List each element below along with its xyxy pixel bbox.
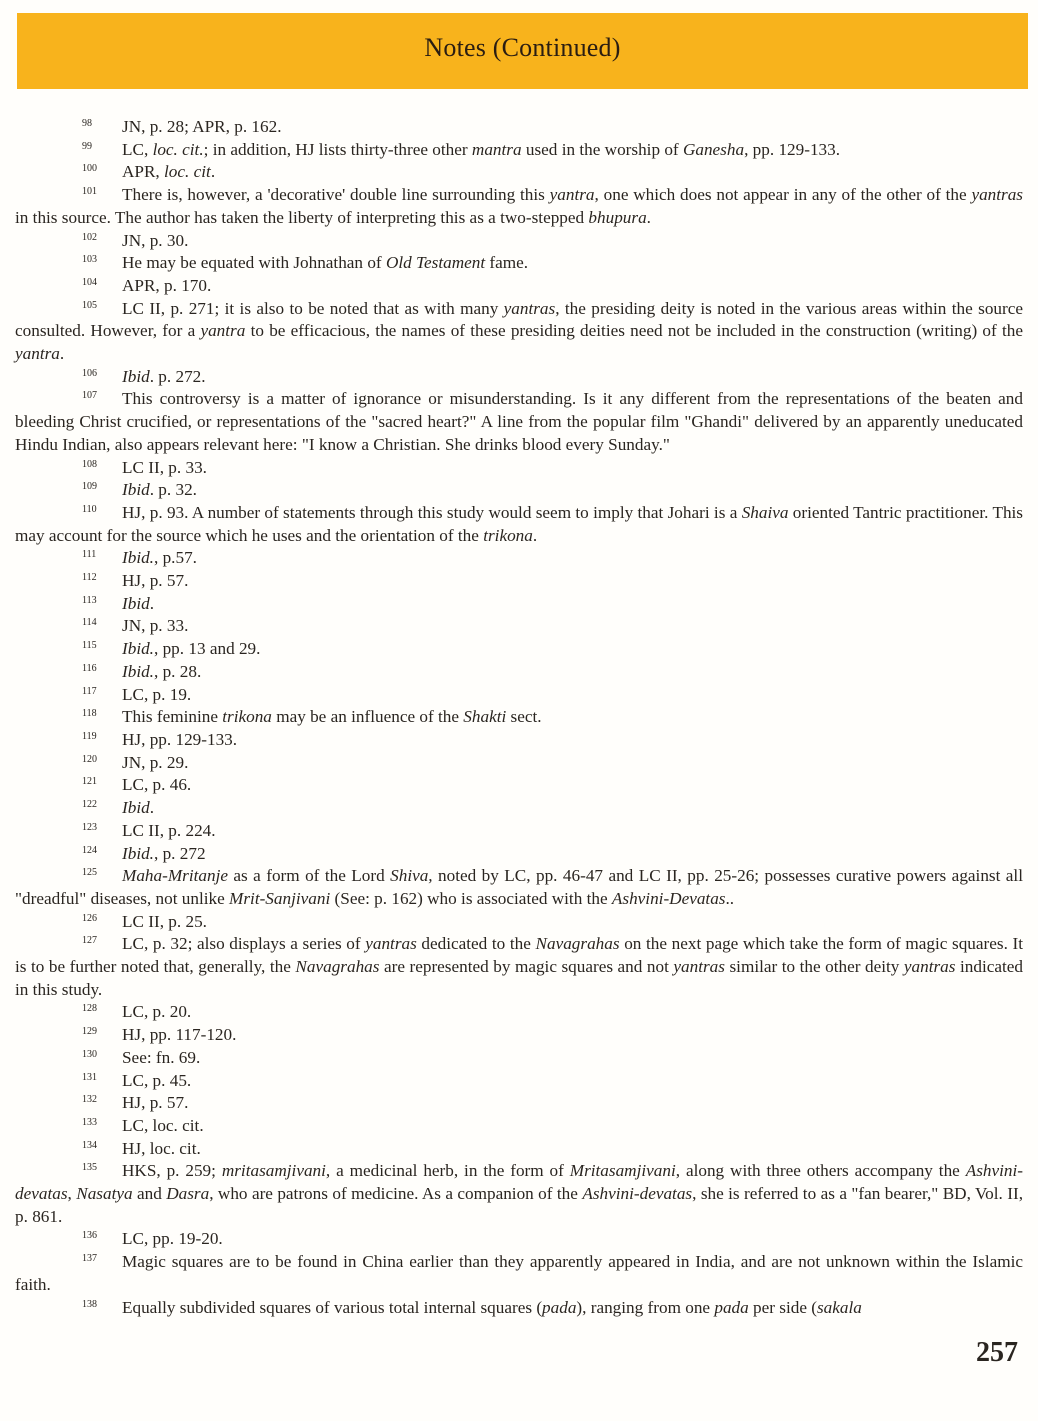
footnote-italic-text: mritasamjivani: [221, 1161, 326, 1181]
footnote: [15, 1160, 1023, 1228]
footnote-text: indicated in this study.: [15, 957, 1023, 999]
footnote-text: ,: [67, 1184, 77, 1204]
footnote: [15, 1115, 1023, 1138]
footnote-italic-text: Shaiva: [741, 502, 789, 522]
footnote-text: HJ, pp. 129-133.: [122, 729, 238, 749]
footnote: [15, 1001, 1023, 1024]
footnote: [15, 797, 1023, 820]
footnote-italic-text: Shiva,: [390, 866, 433, 886]
footnote: [15, 502, 1023, 547]
footnote-text: on the next page which take the form of magic squares. It is to be further noted that, generally, the: [15, 934, 1023, 977]
footnote-text: , p. 28.: [153, 661, 202, 681]
footnote-italic-text: bhupura: [588, 207, 647, 227]
footnote-text: LC, p. 46.: [122, 775, 192, 795]
footnote-italic-text: Mrit-Sanjivani: [229, 888, 331, 908]
footnote-number: 115: [82, 640, 97, 652]
notes-list: [15, 116, 1023, 1319]
footnote-italic-text: sakala: [816, 1297, 862, 1317]
footnote: [15, 1070, 1023, 1093]
footnote-text: .: [210, 162, 216, 182]
footnote-text: HKS, p. 259;: [122, 1161, 222, 1181]
footnote-text: JN, p. 33.: [122, 616, 189, 636]
footnote-italic-text: trikona: [222, 707, 272, 727]
footnote-italic-text: yantras: [673, 957, 725, 977]
footnote: [15, 729, 1023, 752]
footnote-text: HJ, loc. cit.: [122, 1138, 201, 1158]
footnote-italic-text: Ashvini-devatas: [582, 1184, 693, 1204]
footnote-number: 123: [82, 821, 97, 833]
footnote-italic-text: Ibid: [122, 366, 150, 386]
page-number: 257: [976, 1337, 1018, 1369]
footnote: [15, 911, 1023, 934]
footnote-italic-text: pada: [714, 1297, 749, 1317]
footnote-italic-text: Ibid.: [122, 639, 154, 659]
footnote-number: 125: [82, 867, 97, 879]
footnote: [15, 661, 1023, 684]
footnote-text: .: [149, 593, 154, 613]
footnote-number: 130: [82, 1048, 97, 1060]
page-footer: [0, 1337, 1018, 1379]
footnote: [15, 1251, 1023, 1296]
footnote-italic-text: yantras: [971, 185, 1023, 205]
footnote-text: .: [646, 207, 651, 227]
footnote-text: , she is referred to as a "fan bearer," BD, Vol. II, p. 861.: [15, 1184, 1024, 1226]
footnote: [15, 1047, 1023, 1070]
footnote-italic-text: Ibid.: [122, 661, 154, 681]
footnote-text: may be an influence of the: [271, 707, 464, 727]
footnote: [15, 230, 1023, 253]
footnote: [15, 752, 1023, 775]
footnote-number: 138: [82, 1298, 97, 1310]
footnote-number: 100: [82, 163, 97, 175]
footnote-number: 127: [82, 935, 97, 947]
footnote-number: 99: [82, 140, 92, 152]
footnote-number: 105: [82, 299, 97, 311]
footnote-number: 110: [82, 503, 97, 515]
footnote-text: LC, p. 20.: [122, 1002, 192, 1022]
footnote-number: 103: [82, 254, 97, 266]
footnote-text: , p. 272: [153, 843, 206, 863]
footnote-italic-text: loc. cit.: [152, 139, 204, 159]
footnote-italic-text: Old Testament: [385, 253, 486, 273]
footnote-text: as a form of the Lord: [227, 866, 391, 886]
footnote-text: to be efficacious, the names of these presiding deities need not be included in the construction (writing) of the: [245, 321, 1023, 341]
footnote: [15, 933, 1023, 1001]
footnote-text: Equally subdivided squares of various total internal squares (: [122, 1297, 543, 1317]
footnote-number: 102: [82, 231, 97, 243]
footnote-text: .: [149, 798, 154, 818]
footnote-text: .: [59, 344, 65, 364]
footnote: [15, 252, 1023, 275]
footnote-number: 131: [82, 1071, 97, 1083]
footnote-text: , one which does not appear in any of the other of the: [594, 185, 972, 205]
page-title: Notes (Continued): [424, 33, 621, 62]
footnote-text: HJ, p. 57.: [122, 1093, 189, 1113]
footnote-text: JN, p. 29.: [122, 752, 189, 772]
footnote: [15, 275, 1023, 298]
footnote-text: LC II, p. 33.: [122, 457, 207, 477]
footnote-text: This controversy is a matter of ignorance or misunderstanding. Is it any different from the representations of the beaten and bleeding Christ crucified, or representations of the "sacred heart?" A line from the popular film "Ghandi" delivered by an apparently uneducated Hindu Indian, also appears relevant here: "I know a Christian. She drinks blood every Sunday.": [15, 389, 1023, 454]
header-banner: [17, 13, 1028, 89]
footnote: [15, 457, 1023, 480]
footnote-text: LC, loc. cit.: [122, 1115, 204, 1135]
footnote-text: ..: [725, 888, 735, 908]
footnote-number: 112: [82, 572, 97, 584]
footnote-number: 119: [82, 730, 97, 742]
footnote-text: See: fn. 69.: [122, 1047, 201, 1067]
footnote-text: are represented by magic squares and not: [379, 957, 674, 977]
footnote-text: JN, p. 28; APR, p. 162.: [122, 117, 282, 136]
footnote: [15, 843, 1023, 866]
footnote: [15, 184, 1023, 229]
footnote-number: 122: [82, 799, 97, 811]
footnote-text: LC,: [122, 139, 153, 159]
footnote-italic-text: Mritasamjivani: [569, 1161, 676, 1181]
footnote-number: 121: [82, 776, 97, 788]
footnote: [15, 116, 1023, 139]
footnote-text: He may be equated with Johnathan of: [122, 253, 386, 273]
footnote-number: 113: [82, 594, 97, 606]
footnote-text: . p. 32.: [149, 480, 197, 500]
footnote: [15, 139, 1023, 162]
footnote-italic-text: Dasra: [166, 1184, 210, 1204]
footnote-number: 109: [82, 481, 97, 493]
footnote-italic-text: Nasatya: [76, 1184, 133, 1204]
footnote-text: LC, p. 32; also displays a series of: [122, 934, 366, 954]
footnote: [15, 820, 1023, 843]
footnote-italic-text: Ibid: [122, 480, 150, 500]
footnote-number: 107: [82, 390, 97, 402]
footnote-number: 117: [82, 685, 97, 697]
footnote: [15, 774, 1023, 797]
footnote-text: LC II, p. 271; it is also to be noted that as with many: [122, 298, 504, 318]
footnote-text: HJ, p. 93. A number of statements through this study would seem to imply that Johari is a: [122, 502, 742, 522]
footnote-italic-text: Ashvini-Devatas: [611, 888, 726, 908]
footnote-number: 126: [82, 912, 97, 924]
footnote-italic-text: Ibid.: [122, 843, 154, 863]
footnote-text: , the presiding deity is noted in the various areas within the source consulted. However, for a: [15, 298, 1023, 341]
footnote-text: , p.57.: [153, 548, 197, 568]
footnote-number: 108: [82, 458, 97, 470]
footnote-number: 116: [82, 662, 97, 674]
footnote-italic-text: Navagrahas: [535, 934, 620, 954]
footnote: [15, 570, 1023, 593]
footnote-italic-text: yantra: [549, 185, 595, 205]
footnote-text: Magic squares are to be found in China earlier than they apparently appeared in India, and are not unknown within the Islamic faith.: [15, 1252, 1023, 1294]
footnote: [15, 593, 1023, 616]
footnote: [15, 1297, 1023, 1320]
footnote: [15, 706, 1023, 729]
footnote: [15, 388, 1023, 456]
footnote-text: , along with three others accompany the: [675, 1161, 966, 1181]
footnote: [15, 547, 1023, 570]
footnote: [15, 1228, 1023, 1251]
footnote-text: (See: p. 162) who is associated with the: [330, 888, 612, 908]
footnote-text: used in the worship of: [521, 139, 683, 159]
footnote-number: 114: [82, 617, 97, 629]
footnote-text: ; in addition, HJ lists thirty-three other: [203, 139, 472, 159]
footnote: [15, 1138, 1023, 1161]
footnote-italic-text: yantras: [503, 298, 556, 318]
footnote: [15, 479, 1023, 502]
footnote-text: . p. 272.: [149, 366, 206, 386]
footnote: [15, 684, 1023, 707]
footnote-number: 98: [82, 118, 92, 129]
footnote-italic-text: yantra: [200, 321, 246, 341]
footnote-number: 124: [82, 844, 97, 856]
footnote-text: LC II, p. 224.: [122, 820, 216, 840]
footnote-text: , pp. 129-133.: [744, 139, 841, 159]
footnote: [15, 615, 1023, 638]
footnote-text: fame.: [485, 253, 529, 273]
footnote-number: 120: [82, 753, 97, 765]
footnote-text: There is, however, a 'decorative' double line surrounding this: [122, 185, 550, 205]
footnote-text: LC II, p. 25.: [122, 911, 207, 931]
footnote-text: LC, p. 19.: [122, 684, 192, 704]
footnote-text: LC, p. 45.: [122, 1070, 192, 1090]
footnote-text: ), ranging from one: [576, 1297, 715, 1317]
footnote-number: 104: [82, 276, 97, 288]
footnote: [15, 1024, 1023, 1047]
footnote: [15, 638, 1023, 661]
footnote-italic-text: loc. cit: [164, 162, 211, 182]
footnote-italic-text: yantras: [365, 934, 417, 954]
footnote-text: APR,: [122, 162, 165, 182]
footnote-text: per side (: [748, 1297, 817, 1317]
footnote-text: in this source. The author has taken the liberty of interpreting this as a two-stepped: [15, 207, 589, 227]
footnote-number: 118: [82, 708, 97, 720]
footnote-number: 129: [82, 1026, 97, 1038]
footnote-text: sect.: [506, 707, 542, 727]
footnote-italic-text: yantras: [903, 957, 956, 977]
footnote-number: 106: [82, 367, 97, 379]
footnote: [15, 298, 1023, 366]
footnote-text: .: [532, 525, 538, 545]
footnote-text: similar to the other deity: [724, 957, 904, 977]
footnote-italic-text: trikona: [483, 525, 533, 545]
footnote-text: APR, p. 170.: [122, 275, 212, 295]
footnote-italic-text: pada: [542, 1297, 577, 1317]
footnote-italic-text: Navagrahas: [295, 957, 380, 977]
footnote-text: LC, pp. 19-20.: [122, 1229, 223, 1249]
footnote-text: and: [132, 1184, 167, 1204]
footnote-text: noted by LC, pp. 46-47 and LC II, pp. 25-26; possesses curative powers against all "dreadful" diseases, not unlike: [15, 866, 1023, 908]
footnote-number: 132: [82, 1094, 97, 1106]
footnote-italic-text: Ganesha: [682, 139, 745, 159]
footnote-italic-text: Shakti: [463, 707, 507, 727]
footnote-italic-text: Ibid: [122, 798, 150, 818]
footnote-number: 128: [82, 1003, 97, 1015]
footnote-number: 134: [82, 1139, 97, 1151]
footnote-italic-text: yantra: [15, 344, 60, 364]
footnote-italic-text: Ashvini-devatas: [15, 1161, 1023, 1204]
footnote-number: 111: [82, 549, 97, 561]
footnote-italic-text: Ibid.: [122, 548, 154, 568]
footnote-text: dedicated to the: [416, 934, 536, 954]
footnote-number: 135: [82, 1162, 97, 1174]
footnote-italic-text: mantra: [471, 139, 522, 159]
footnote-text: oriented Tantric practitioner. This may account for the source which he uses and the orientation of the: [15, 502, 1024, 545]
footnote-text: , who are patrons of medicine. As a companion of the: [209, 1184, 583, 1204]
footnote-number: 133: [82, 1116, 97, 1128]
footnote-italic-text: Ibid: [122, 593, 150, 613]
footnote-text: , pp. 13 and 29.: [153, 639, 261, 659]
footnote-text: , a medicinal herb, in the form of: [325, 1161, 570, 1181]
footnote: [15, 161, 1023, 184]
footnote: [15, 366, 1023, 389]
footnote-text: HJ, pp. 117-120.: [122, 1025, 237, 1045]
footnote-text: JN, p. 30.: [122, 230, 189, 250]
footnote: [15, 1092, 1023, 1115]
footnote-italic-text: Maha-Mritanje: [122, 866, 228, 886]
footnote-number: 137: [82, 1253, 97, 1265]
footnote-text: This feminine: [122, 707, 223, 727]
footnote-number: 136: [82, 1230, 97, 1242]
footnote: [15, 865, 1023, 910]
footnote-text: HJ, p. 57.: [122, 571, 189, 591]
footnote-number: 101: [82, 186, 97, 198]
